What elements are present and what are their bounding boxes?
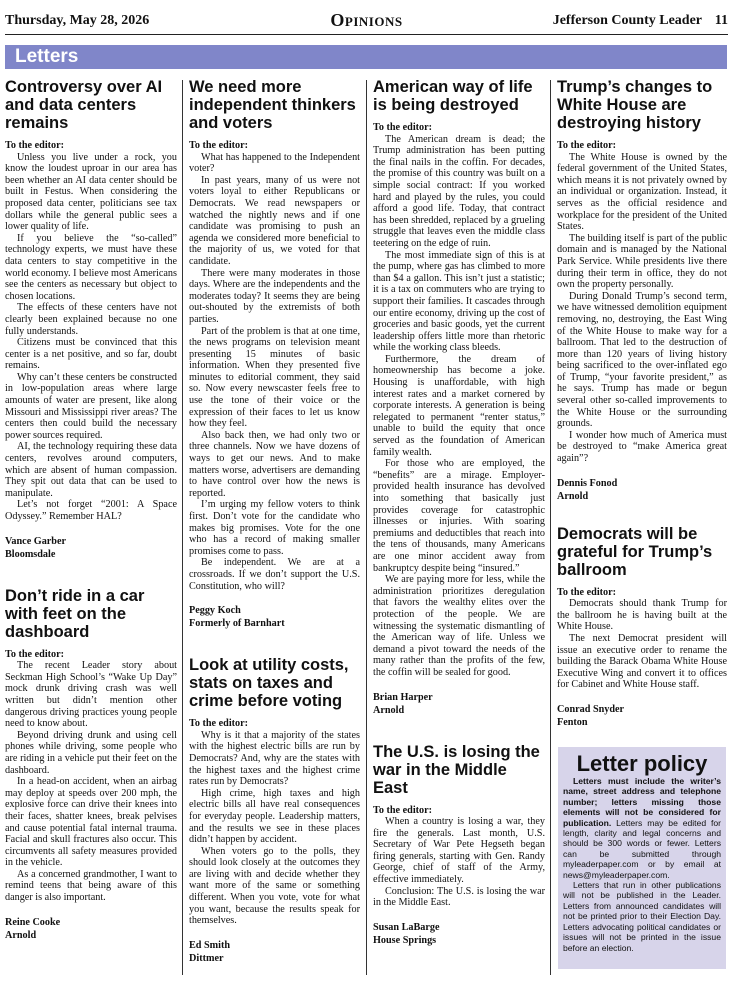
section-title: Opinions	[330, 10, 403, 30]
letter-body	[557, 587, 727, 691]
page-number: 11	[714, 13, 728, 28]
letter-paragraph: Beyond driving drunk and using cell phones while driving, some people who are riding in a vehicle put their feet on the dashboard.	[5, 729, 177, 776]
letters-banner-label: Letters	[15, 46, 79, 67]
letter-body	[5, 140, 177, 523]
letter	[557, 525, 727, 729]
column-1	[5, 78, 177, 978]
author-town: Bloomsdale	[5, 548, 56, 560]
letter-headline: Don’t ride in a car with feet on the dashboard	[5, 586, 145, 641]
letter-signature	[373, 921, 545, 947]
letter-paragraph: During Donald Trump’s second term, we have witnessed demolition equipment removing, no, destroying, the East Wing of the White House to make way for a ballroom. That led to the destruction of more than 120 years of living history being sacrificed to the over-inflated ego of Trump, “your favorite president,” as he says. Trump has made or begun several other so-called improvements to the White House or the surrounding grounds.	[557, 290, 727, 430]
letter-paragraph: The American dream is dead; the Trump administration has been putting the final nails in the coffin. For decades, the promise of this country was built on a simple social contract: If you worked hard and played by the rules, you could afford a good life. Today, that contract has been shredded, replaced by a grueling struggle that leaves even the middle class teetering on the edge of ruin.	[373, 133, 545, 249]
letter-body	[373, 805, 545, 909]
page-header	[5, 10, 728, 35]
letter-paragraph: The recent Leader story about Seckman High School’s “Wake Up Day” mock drunk driving crash was well written but didn’t mention other dangerous driving practices young people need to know about.	[5, 660, 177, 730]
author-name: Peggy Koch	[189, 605, 241, 617]
author-town: Arnold	[557, 490, 589, 502]
letter-signature	[5, 535, 177, 561]
letter-signature	[557, 477, 727, 503]
policy-required-fields: Letters must include the writer’s name, street address and telephone number; letters missing those elements will not be considered for publication.	[563, 776, 721, 828]
author-name: Reine Cooke	[5, 916, 61, 928]
letter-body	[557, 140, 727, 465]
author-name: Conrad Snyder	[557, 703, 625, 715]
letter-policy-title: Letter policy	[576, 751, 708, 776]
letter-signature	[557, 703, 727, 729]
letter-paragraph: Why can’t these centers be constructed in low-population areas where large amounts of water are present, like along Missouri and Mississippi river areas? The centers then could build the necessary power sources required.	[5, 371, 177, 441]
letter-headline: We need more independent thinkers and voters	[189, 78, 356, 132]
letter	[373, 743, 545, 947]
author-town: Arnold	[373, 704, 405, 716]
letter	[189, 78, 360, 630]
letter-paragraph: There were many moderates in those days. Where are the independents and the moderates today? It seems they are being out-shouted by the extremists of both parties.	[189, 267, 360, 325]
letter-paragraph: When a country is losing a war, they fire the generals. Last month, U.S. Secretary of War Pete Hegseth began firing generals, starting with Gen. Randy George, chief of staff of the Army, effective immediately.	[373, 816, 545, 886]
issue-date: Thursday, May 28, 2026	[5, 13, 150, 28]
salutation: To the editor:	[373, 804, 433, 816]
author-name: Vance Garber	[5, 535, 67, 547]
letter-paragraph: I’m urging my fellow voters to think first. Don’t vote for the candidate who makes big promises. Vote for the one who has a record of making smaller promises come to pass.	[189, 499, 360, 557]
letter-policy-box	[558, 747, 726, 969]
letter-paragraph: Part of the problem is that at one time, the news programs on television meant presenting 15 minutes of basic information. When they presented five minutes to editorial comment, they said so. Now every newscaster feels free to use the tone of their voice or the expression of their faces to let us know how they feel.	[189, 325, 360, 430]
letter-headline: Trump’s changes to White House are destroying history	[557, 78, 713, 132]
letter-paragraph: The White House is owned by the federal government of the United States, which means it is not privately owned by an individual or organization. Instead, it serves as the official residence and workplace for the president of the United States.	[557, 151, 727, 233]
salutation: To the editor:	[557, 140, 617, 151]
letter-paragraph: If you believe the “so-called” technology experts, we must have these data centers to stay competitive in the world economy. I believe most Americans see the centers as necessary but object to chosen locations.	[5, 232, 177, 302]
letter-signature	[5, 916, 177, 942]
letter-paragraph: For those who are employed, the “benefits” are a mirage. Employer-provided health insurance has devolved into something that basically just provides coverage for catastrophic illnesses or injuries. With soaring premiums and deductibles that reach into the tens of thousands, many Americans are one minor accident away from bankruptcy despite being “insured.”	[373, 458, 545, 574]
letter-paragraph: The next Democrat president will issue an executive order to rename the building the Barack Obama White House Executive Wing and convert it to offices for Cabinet and White House staff.	[557, 633, 727, 691]
letter-paragraph: Let’s not forget “2001: A Space Odyssey.” Remember HAL?	[5, 499, 177, 522]
column-3	[373, 78, 545, 978]
author-town: Fenton	[557, 716, 588, 728]
column-2	[189, 78, 360, 978]
author-name: Ed Smith	[189, 939, 231, 951]
letter-paragraph: Furthermore, the dream of homeownership has become a joke. Housing is unaffordable, with high interest rates and a market cornered by corporate interests. A generation is being relegated to permanent “renter status,” unable to build the equity that once served as the foundation of American family wealth.	[373, 353, 545, 458]
letter-signature	[373, 691, 545, 717]
column-divider	[550, 80, 551, 975]
letter-paragraph: I wonder how much of America must be destroyed to “make America great again”?	[557, 429, 727, 465]
letter-body	[5, 649, 177, 904]
letter	[189, 656, 360, 965]
author-town: Formerly of Barnhart	[189, 618, 285, 630]
column-divider	[366, 80, 367, 975]
column-divider	[182, 80, 183, 975]
letter-headline: The U.S. is losing the war in the Middle East	[373, 742, 540, 797]
letter-headline: Look at utility costs, stats on taxes and crime before voting	[189, 656, 349, 711]
letter-body	[189, 140, 360, 592]
author-name: Susan LaBarge	[373, 921, 440, 933]
letter-paragraph: Also back then, we had only two or three channels. Now we have dozens of ways to get our news. And to make matters worse, advertisers are demanding to have control over how the news is reported.	[189, 429, 360, 499]
letter-paragraph: The most immediate sign of this is at the pump, where gas has climbed to more than $4 a gallon. This isn’t just a statistic; it is a tax on commuters who are trying to support their families. It cascades through our entire economy, driving up the cost of groceries and basic goods, yet the current leadership offers little more than rhetoric while the working class bleeds.	[373, 249, 545, 354]
letter-headline: Democrats will be grateful for Trump’s ballroom	[557, 524, 713, 579]
salutation: To the editor:	[189, 718, 249, 730]
author-town: Arnold	[5, 929, 37, 941]
salutation: To the editor:	[557, 586, 617, 598]
salutation: To the editor:	[189, 140, 249, 151]
letters-banner	[5, 45, 727, 69]
letter-paragraph: The effects of these centers have not clearly been explained because no one fully understands.	[5, 302, 177, 337]
salutation: To the editor:	[5, 140, 65, 151]
letter-paragraph: We are paying more for less, while the administration prioritizes deregulation that favors the wealthy elites over the protection of the people. We are witnessing the systematic dismantling of the American way of life. Unless we demand a pivot toward the needs of the many rather than the profits of the few, the coffin will be sealed for good.	[373, 574, 545, 678]
letter-paragraph: What has happened to the Independent voter?	[189, 151, 360, 175]
letter-policy-body	[558, 776, 726, 953]
author-town: Dittmer	[189, 952, 224, 964]
letter	[5, 78, 177, 561]
author-name: Dennis Fonod	[557, 477, 618, 489]
letter-body	[373, 122, 545, 679]
author-name: Brian Harper	[373, 691, 433, 703]
letter-paragraph: Democrats should thank Trump for the ballroom he is having built at the White House.	[557, 598, 727, 633]
letter-paragraph: Be independent. We are at a crossroads. If we don’t support the U.S. Constitution, who will?	[189, 557, 360, 592]
letter	[5, 587, 177, 942]
salutation: To the editor:	[5, 648, 65, 660]
letter-paragraph: Unless you live under a rock, you know the loudest uproar in our area has been whether an AI data center should be built in Festus. When considering the proposed data center, politicians see tax dollars while the general public sees a lower quality of life.	[5, 151, 177, 233]
policy-restrictions: Letters that run in other publications will not be published in the Leader. Letters from announced candidates will not be printed prior to their Election Day. Letters advocating political candidates or issues will not be printed in the issue before an election.	[563, 880, 721, 953]
letter-signature	[189, 939, 360, 965]
letter-paragraph: AI, the technology requiring these data centers, revolves around computers, which are absent of human compassion. They spit out data that can be used to manipulate.	[5, 441, 177, 499]
letter-headline: American way of life is being destroyed	[373, 78, 533, 114]
author-town: House Springs	[373, 934, 437, 946]
policy-editing-note: Letters may be edited for length, clarity and legal concerns and should be 300 words or fewer. Letters can be submitted through myleaderpaper.com or by email at news@myleaderpaper.com.	[563, 817, 721, 880]
letter-paragraph: The building itself is part of the public domain and is managed by the National Park Service. While presidents live there during their term in office, they do not own the property personally.	[557, 232, 727, 291]
letter-body	[189, 718, 360, 927]
letter-paragraph: When voters go to the polls, they should look closely at the outcomes they are living with and decide whether they want more of the same or something different. When you vote, vote for what you want, because the results speak for themselves.	[189, 845, 360, 927]
letter-paragraph: Why is it that a majority of the states with the highest electric bills are run by Democrats? And, why are the states with the highest taxes and the highest crime rates run by Democrats?	[189, 729, 360, 788]
paper-name: Jefferson County Leader	[552, 13, 702, 28]
letter-headline: Controversy over AI and data centers remains	[5, 78, 163, 132]
letter	[557, 78, 727, 503]
letter-paragraph: Conclusion: The U.S. is losing the war in the Middle East.	[373, 885, 545, 909]
letter	[373, 78, 545, 717]
letter-paragraph: In past years, many of us were not voters loyal to either Republicans or Democrats. We read newspapers or watched the nightly news and if one candidate was promising to push an agenda we considered more beneficial to the majority of us, we voted for that candidate.	[189, 174, 360, 267]
letter-paragraph: Citizens must be convinced that this center is a net positive, and so far, doubt remains.	[5, 337, 177, 372]
letter-signature	[189, 604, 360, 630]
letter-paragraph: In a head-on accident, when an airbag may deploy at speeds over 200 mph, the explosive force can drive their knees into their faces, shatter knees, break pelvises and cause potential fatal internal trauma. Facial and skull fractures also occur. This circumvents all safety measures provided in the vehicle.	[5, 776, 177, 869]
letter-paragraph: As a concerned grandmother, I want to remind teens that being aware of this danger is also important.	[5, 868, 177, 904]
letter-paragraph: High crime, high taxes and high electric bills all have real consequences for everyday people. Leadership matters, and the results we see in these places didn’t happen by accident.	[189, 787, 360, 846]
salutation: To the editor:	[373, 122, 433, 133]
